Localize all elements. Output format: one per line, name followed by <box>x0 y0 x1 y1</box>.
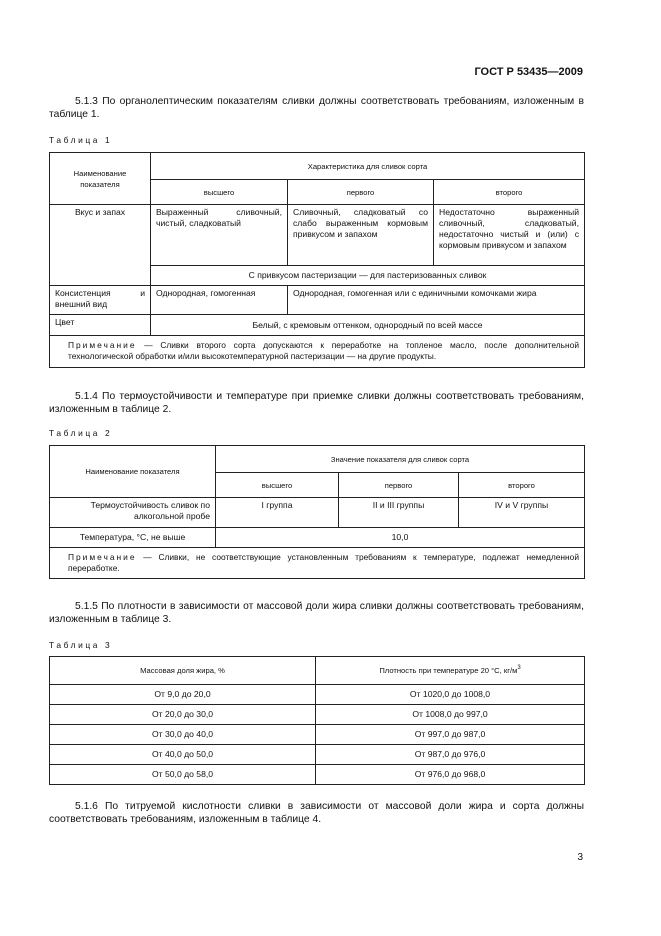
t2-header-group: Значение показателя для сливок сорта <box>216 446 585 473</box>
t1-consistency-grade-2-3: Однородная, гомогенная или с единичными комочками жира <box>288 286 585 315</box>
t2-thermo-grade-2: II и III группы <box>339 498 459 528</box>
section-5-1-3-text: 5.1.3 По органолептическим показателям сливки должны соответствовать требованиям, изложенным в таблице 1. <box>49 96 584 120</box>
t1-note-label: Примечание <box>68 340 137 350</box>
section-5-1-4-text: 5.1.4 По термоустойчивости и температуре при приемке сливки должны соответствовать требованиям, изложенным в таблице 2. <box>49 391 584 415</box>
section-5-1-5 <box>49 600 584 626</box>
t1-taste-grade-2: Сливочный, сладковатый со слабо выраженным кормовым привкусом и запахом <box>288 205 434 266</box>
t1-taste-grade-3: Недостаточно выраженный сливочный, сладковатый, недостаточно чистый и (или) с кормовым привкусом и запахом <box>434 205 585 266</box>
t3-row-fat: От 9,0 до 20,0 <box>50 685 316 705</box>
t3-header-density <box>316 657 585 685</box>
t2-note-label: Примечание <box>68 552 137 562</box>
t2-thermo-grade-1: I группа <box>216 498 339 528</box>
t3-row-fat: От 40,0 до 50,0 <box>50 745 316 765</box>
t1-color-label: Цвет <box>50 315 151 336</box>
t2-header-grade-1: высшего <box>216 473 339 498</box>
document-header: ГОСТ Р 53435—2009 <box>474 66 583 78</box>
t3-header-density-sup: 3 <box>517 665 521 671</box>
t1-note-text: — Сливки второго сорта допускаются к переработке на топленое масло, после дополнительной технологической обработки и/или высокотемпературной пастеризации — на другие продукты. <box>68 340 580 361</box>
t2-temp-label: Температура, °С, не выше <box>50 528 216 548</box>
page-number: 3 <box>577 852 583 863</box>
t2-header-indicator: Наименование показателя <box>50 446 216 498</box>
t1-header-group: Характеристика для сливок сорта <box>151 153 585 180</box>
table3-caption: Таблица 3 <box>49 640 113 650</box>
t3-row-density: От 976,0 до 968,0 <box>316 765 585 785</box>
t1-consistency-label: Консистенция и внешний вид <box>50 286 151 315</box>
t2-thermo-grade-3: IV и V группы <box>459 498 585 528</box>
table1-caption: Таблица 1 <box>49 135 113 145</box>
t1-color-value: Белый, с кремовым оттенком, однородный по всей массе <box>151 315 585 336</box>
t3-header-density-text: Плотность при температуре 20 °С, кг/м <box>379 666 518 675</box>
t1-taste-common: С привкусом пастеризации — для пастеризованных сливок <box>151 266 585 286</box>
t1-header-indicator: Наименование показателя <box>50 153 151 205</box>
t1-header-grade-3: второго <box>434 180 585 205</box>
section-5-1-6 <box>49 800 584 826</box>
t2-temp-value: 10,0 <box>216 528 585 548</box>
table-2 <box>49 445 585 579</box>
section-5-1-6-text: 5.1.6 По титруемой кислотности сливки в зависимости от массовой доли жира и сорта должны соответствовать требованиям, изложенным в таблице 4. <box>49 801 584 825</box>
t1-note <box>50 336 585 368</box>
t3-row-density: От 987,0 до 976,0 <box>316 745 585 765</box>
t3-row-density: От 1020,0 до 1008,0 <box>316 685 585 705</box>
t3-row-fat: От 20,0 до 30,0 <box>50 705 316 725</box>
t1-consistency-grade-1: Однородная, гомогенная <box>151 286 288 315</box>
t1-header-grade-2: первого <box>288 180 434 205</box>
t1-taste-label: Вкус и запах <box>50 205 151 286</box>
t2-header-grade-2: первого <box>339 473 459 498</box>
t2-note-text: — Сливки, не соответствующие установленным требованиям к температуре, подлежат немедленной переработке. <box>68 552 579 573</box>
t3-row-fat: От 30,0 до 40,0 <box>50 725 316 745</box>
table-1 <box>49 152 585 368</box>
section-5-1-5-text: 5.1.5 По плотности в зависимости от массовой доли жира сливки должны соответствовать требованиям, изложенным в таблице 3. <box>49 601 584 625</box>
t1-taste-grade-1: Выраженный сливочный, чистый, сладковатый <box>151 205 288 266</box>
t2-header-grade-3: второго <box>459 473 585 498</box>
table2-caption: Таблица 2 <box>49 428 113 438</box>
section-5-1-4 <box>49 390 584 416</box>
section-5-1-3 <box>49 95 584 121</box>
t3-row-density: От 997,0 до 987,0 <box>316 725 585 745</box>
t3-row-density: От 1008,0 до 997,0 <box>316 705 585 725</box>
t2-note <box>50 548 585 579</box>
t3-row-fat: От 50,0 до 58,0 <box>50 765 316 785</box>
t2-thermo-label: Термоустойчивость сливок по алкогольной пробе <box>50 498 216 528</box>
table-3 <box>49 656 585 785</box>
t1-header-grade-1: высшего <box>151 180 288 205</box>
t3-header-fat: Массовая доля жира, % <box>50 657 316 685</box>
